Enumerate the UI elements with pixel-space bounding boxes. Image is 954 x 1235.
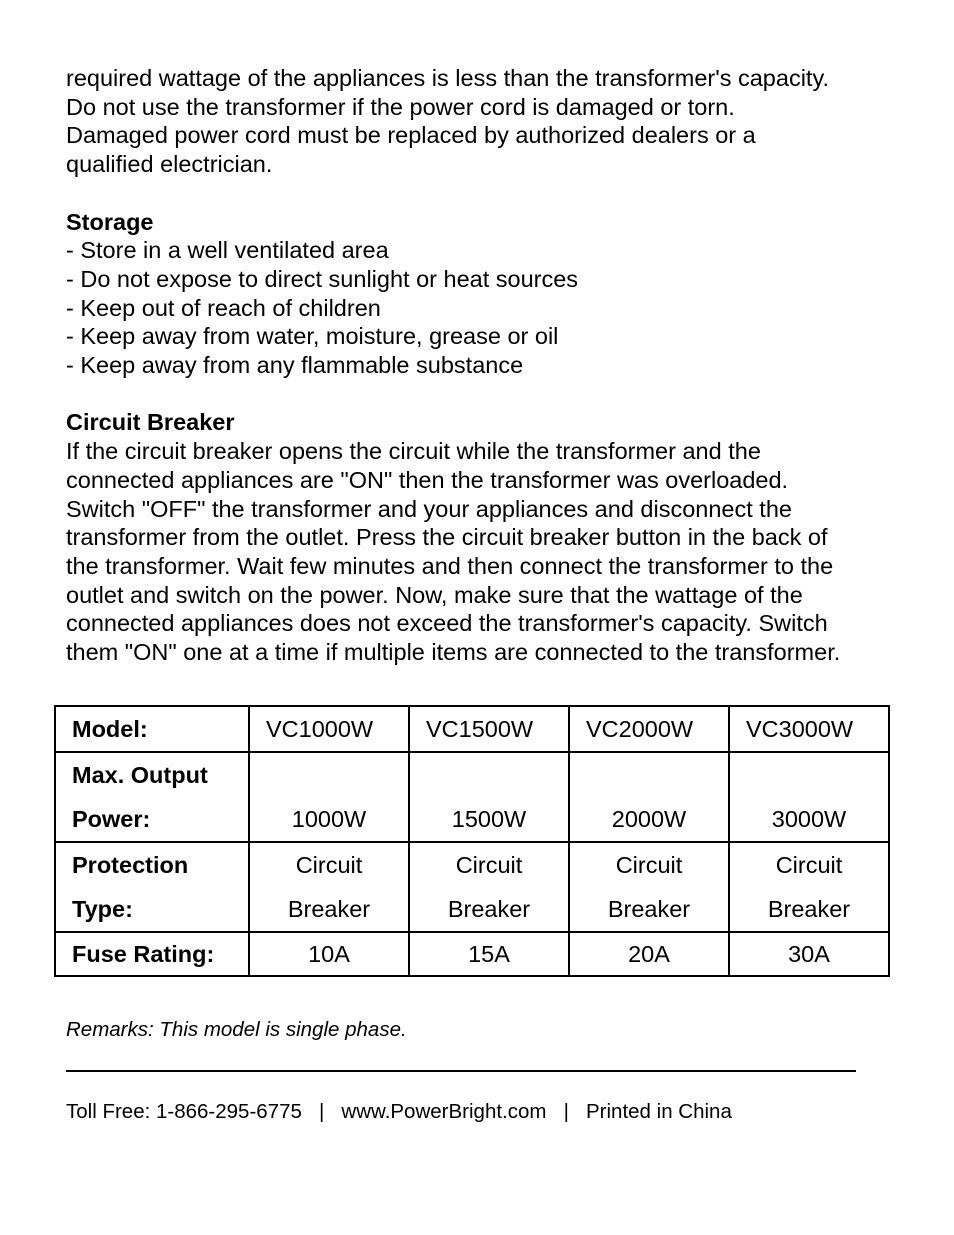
fuse-cell: 10A [249,932,409,976]
power-label-line-2: Power: [72,806,151,832]
spec-table [54,705,890,977]
power-label-line-1: Max. Output [72,762,208,788]
protection-value-line-2: Breaker [287,896,371,922]
protection-cell [409,842,569,932]
circuit-breaker-line: them "ON" one at a time if multiple items are connected to the transformer. [66,639,841,666]
document-body [66,64,926,667]
protection-value-line-1: Circuit [615,852,683,878]
footer-separator: | [563,1100,569,1123]
circuit-breaker-line: Switch "OFF" the transformer and your appliances and disconnect the [66,495,792,522]
intro-line: required wattage of the appliances is less than the transformer's capacity. [66,65,829,91]
circuit-breaker-heading: Circuit Breaker [66,409,235,436]
protection-value-line-1: Circuit [455,852,523,878]
storage-item: - Store in a well ventilated area [66,237,389,264]
footer [66,1100,732,1124]
fuse-cell: 30A [729,932,889,976]
protection-cell [569,842,729,932]
power-value: 1500W [451,806,527,832]
circuit-breaker-line: If the circuit breaker opens the circuit while the transformer and the [66,438,761,465]
model-cell: VC1500W [409,706,569,752]
storage-item: - Keep away from any flammable substance [66,352,524,379]
circuit-breaker-section [66,408,926,666]
intro-line: Do not use the transformer if the power cord is damaged or torn. [66,93,735,120]
protection-value-line-2: Breaker [607,896,691,922]
protection-value-line-1: Circuit [295,852,363,878]
footer-separator: | [318,1100,325,1123]
footer-divider [66,1070,856,1072]
circuit-breaker-line: connected appliances are "ON" then the transformer was overloaded. [66,466,789,493]
power-label [55,752,249,842]
fuse-cell: 15A [409,932,569,976]
circuit-breaker-line: connected appliances does not exceed the transformer's capacity. Switch [66,610,828,637]
fuse-label: Fuse Rating: [55,932,249,976]
model-cell: VC3000W [729,706,889,752]
protection-cell [249,842,409,932]
model-cell: VC2000W [569,706,729,752]
power-value: 3000W [771,806,847,832]
model-label: Model: [55,706,249,752]
storage-item: - Keep away from water, moisture, grease or oil [66,323,559,350]
fuse-cell: 20A [569,932,729,976]
model-cell: VC1000W [249,706,409,752]
remarks-note: Remarks: This model is single phase. [66,1018,407,1041]
table-row-model [55,706,889,752]
power-cell [249,752,409,842]
table-row-fuse [55,932,889,976]
intro-line: qualified electrician. [66,151,273,178]
power-cell [569,752,729,842]
protection-value-line-2: Breaker [767,896,851,922]
intro-paragraph [66,64,926,179]
circuit-breaker-line: outlet and switch on the power. Now, make sure that the wattage of the [66,581,803,608]
protection-label [55,842,249,932]
storage-section [66,208,926,380]
circuit-breaker-line: the transformer. Wait few minutes and then connect the transformer to the [66,552,834,579]
table-row-protection [55,842,889,932]
protection-label-line-1: Protection [72,852,189,878]
power-cell [729,752,889,842]
storage-heading: Storage [66,208,154,235]
power-value: 2000W [611,806,687,832]
power-value: 1000W [291,806,367,832]
protection-label-line-2: Type: [72,896,133,922]
website-link: www.PowerBright.com [341,1100,547,1123]
toll-free-number: Toll Free: 1-866-295-6775 [66,1100,302,1123]
storage-item: - Do not expose to direct sunlight or heat sources [66,265,579,292]
protection-value-line-1: Circuit [775,852,843,878]
table-row-power [55,752,889,842]
storage-item: - Keep out of reach of children [66,294,381,321]
circuit-breaker-line: transformer from the outlet. Press the circuit breaker button in the back of [66,524,828,551]
power-cell [409,752,569,842]
protection-cell [729,842,889,932]
printed-in: Printed in China [585,1100,732,1123]
protection-value-line-2: Breaker [447,896,531,922]
intro-line: Damaged power cord must be replaced by authorized dealers or a [66,122,756,149]
